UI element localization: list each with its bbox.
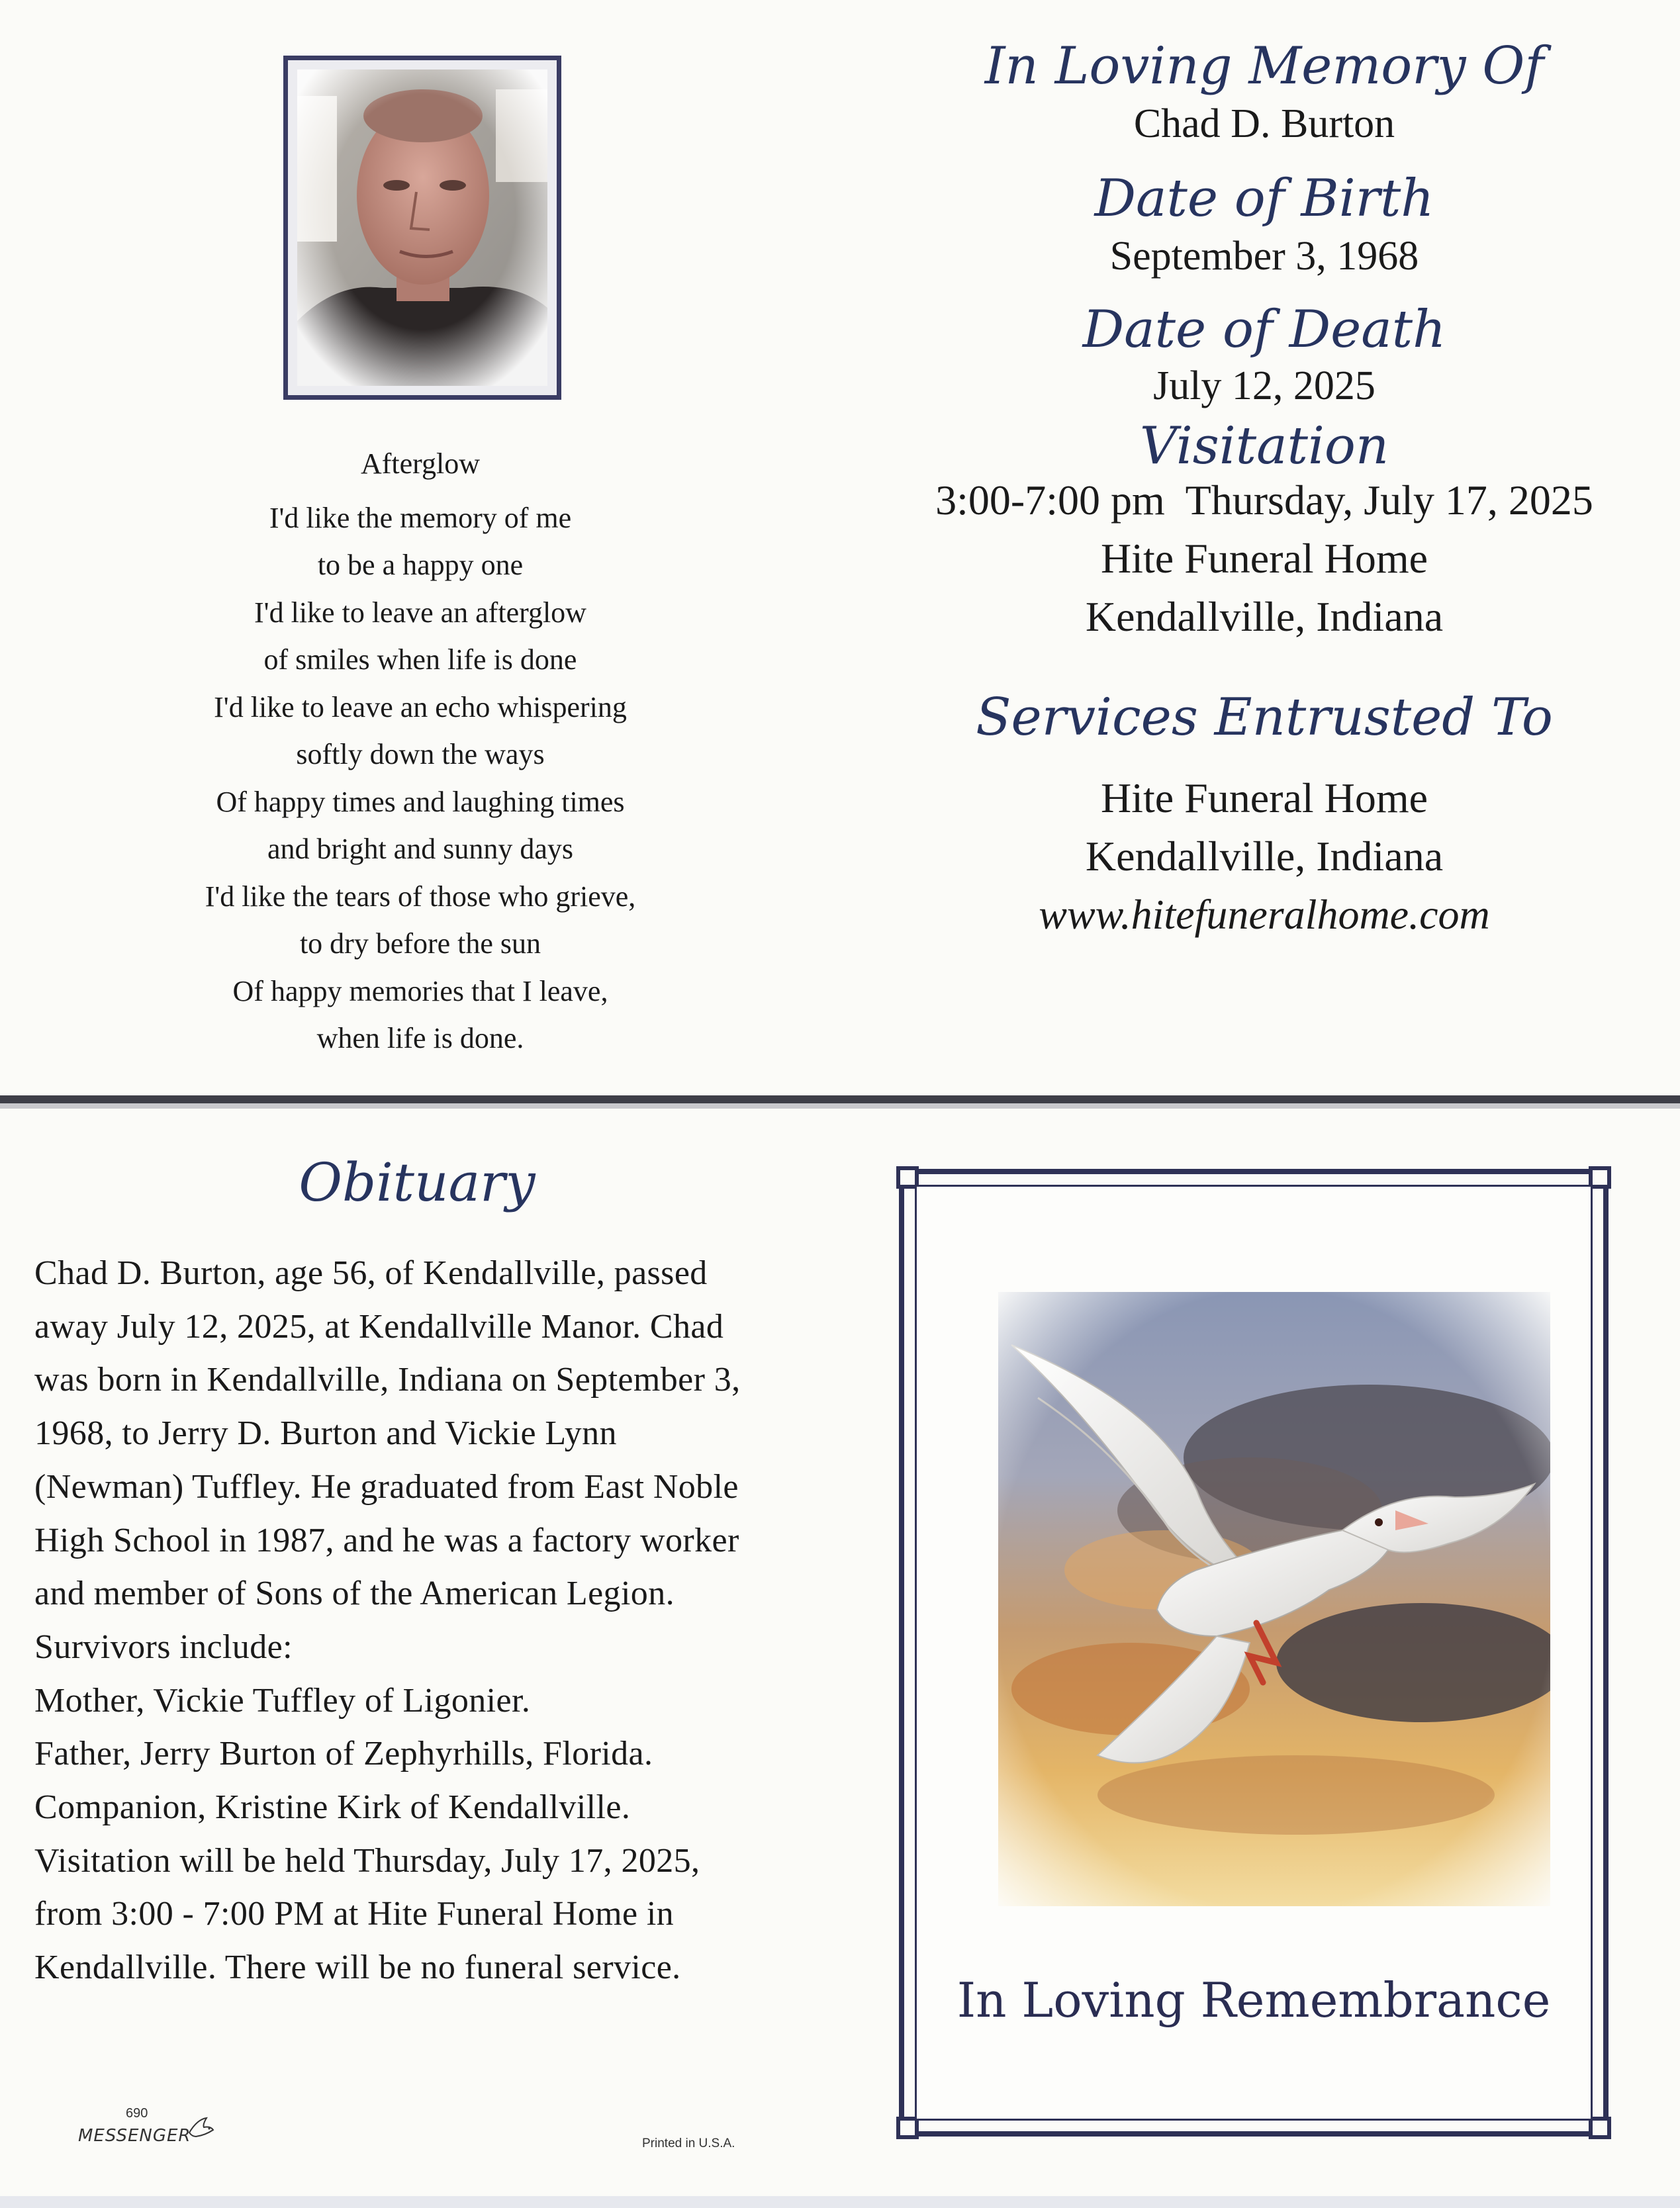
visitation-place: Hite Funeral Home bbox=[1100, 535, 1428, 582]
portrait-photo bbox=[297, 69, 547, 386]
services-city: Kendallville, Indiana bbox=[1085, 833, 1444, 880]
deceased-name: Chad D. Burton bbox=[1133, 101, 1395, 146]
poem-line: and bright and sunny days bbox=[267, 833, 573, 865]
visitation-city: Kendallville, Indiana bbox=[1085, 593, 1444, 640]
portrait-frame bbox=[283, 56, 561, 400]
logo-wordmark: MESSENGER bbox=[78, 2126, 191, 2146]
birth-heading: Date of Birth bbox=[1094, 169, 1434, 228]
obituary-line: 1968, to Jerry D. Burton and Vickie Lynn bbox=[34, 1414, 617, 1453]
obituary-line: and member of Sons of the American Legion. bbox=[34, 1575, 675, 1613]
obituary-text bbox=[34, 1247, 816, 1995]
remembrance-caption-text: In Loving Remembrance bbox=[957, 1972, 1551, 2028]
poem-line: I'd like to leave an afterglow bbox=[254, 596, 586, 629]
printed-in-usa: Printed in U.S.A. bbox=[642, 2137, 735, 2150]
poem-line: when life is done. bbox=[316, 1022, 524, 1054]
obituary-line: (Newman) Tuffley. He graduated from East Noble bbox=[34, 1467, 739, 1506]
death-heading: Date of Death bbox=[1082, 300, 1446, 359]
poem-line: softly down the ways bbox=[296, 738, 545, 770]
memory-heading: In Loving Memory Of bbox=[984, 36, 1544, 96]
poem-line: to be a happy one bbox=[317, 549, 524, 581]
death-date: July 12, 2025 bbox=[1153, 363, 1376, 408]
poem-line: Of happy times and laughing times bbox=[216, 785, 625, 818]
poem-line: I'd like to leave an echo whispering bbox=[214, 690, 627, 723]
poem-line: I'd like the memory of me bbox=[269, 501, 572, 534]
obituary-line: Father, Jerry Burton of Zephyrhills, Florida. bbox=[34, 1735, 653, 1773]
remembrance-caption bbox=[915, 1967, 1593, 2033]
poem-line: to dry before the sun bbox=[299, 927, 541, 960]
poem-line: I'd like the tears of those who grieve, bbox=[205, 880, 636, 913]
obituary-line: Mother, Vickie Tuffley of Ligonier. bbox=[34, 1681, 531, 1720]
dove-sunset-image bbox=[998, 1292, 1550, 1906]
obituary-line: Visitation will be held Thursday, July 17, 2025, bbox=[34, 1841, 700, 1880]
logo-number: 690 bbox=[126, 2106, 148, 2121]
visitation-heading: Visitation bbox=[1139, 416, 1389, 476]
poem-title: Afterglow bbox=[360, 447, 481, 480]
publisher-logo bbox=[78, 2106, 230, 2152]
obituary-title: Obituary bbox=[299, 1152, 536, 1213]
obituary-line: away July 12, 2025, at Kendallville Manor. Chad bbox=[34, 1307, 724, 1346]
obituary-line: High School in 1987, and he was a factory worker bbox=[34, 1521, 739, 1559]
obituary-line: Chad D. Burton, age 56, of Kendallville, passed bbox=[34, 1254, 708, 1292]
poem-line: Of happy memories that I leave, bbox=[232, 974, 608, 1007]
services-place: Hite Funeral Home bbox=[1100, 774, 1428, 821]
visitation-time: 3:00-7:00 pm Thursday, July 17, 2025 bbox=[935, 477, 1593, 524]
funeral-home-website[interactable]: www.hitefuneralhome.com bbox=[1039, 891, 1490, 938]
obituary-line: Kendallville. There will be no funeral service. bbox=[34, 1949, 681, 1987]
memorial-info bbox=[821, 33, 1680, 944]
bottom-edge bbox=[0, 2196, 1680, 2208]
dove-icon bbox=[184, 2113, 217, 2146]
top-panel bbox=[0, 0, 1680, 1100]
obituary-line: Survivors include: bbox=[34, 1628, 293, 1666]
birth-date: September 3, 1968 bbox=[1109, 234, 1419, 279]
card-fold-shadow bbox=[0, 1103, 1680, 1109]
services-heading: Services Entrusted To bbox=[976, 688, 1553, 747]
poem bbox=[132, 440, 708, 1062]
poem-line: of smiles when life is done bbox=[263, 643, 577, 676]
obituary-line: Companion, Kristine Kirk of Kendallville. bbox=[34, 1788, 631, 1827]
obituary-line: was born in Kendallville, Indiana on September 3, bbox=[34, 1361, 741, 1399]
card-fold-line bbox=[0, 1095, 1680, 1103]
obituary-line: from 3:00 - 7:00 PM at Hite Funeral Home in bbox=[34, 1895, 675, 1933]
